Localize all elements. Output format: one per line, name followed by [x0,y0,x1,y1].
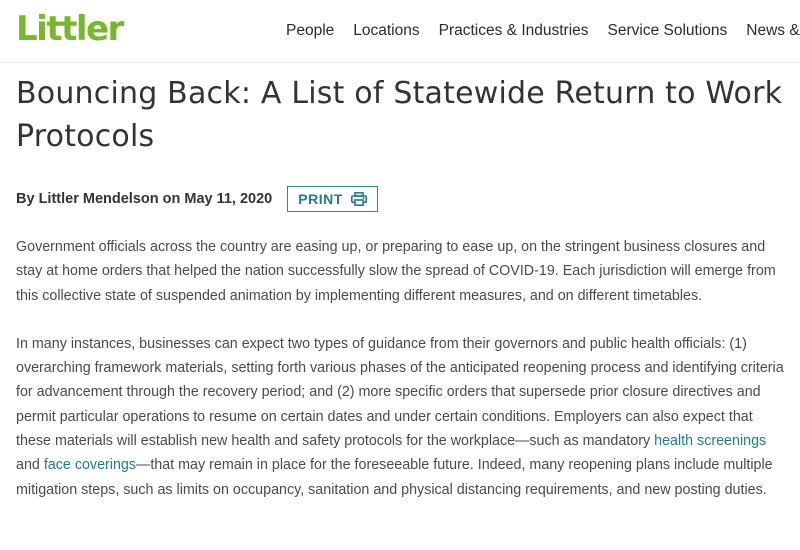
article-paragraph-2 [16,332,786,502]
paragraph-text: —that may remain in place for the foreseeable future. Indeed, many reopening plans include multiple mitigation steps, such as limits on occupancy, sanitation and physical distancing requirements, and new posting duties. [16,457,773,498]
nav-item-service-solutions[interactable]: Service Solutions [607,22,728,39]
print-label: PRINT [298,191,343,207]
nav-item-people[interactable]: People [286,22,335,39]
byline: By Littler Mendelson on May 11, 2020 [16,191,273,207]
nav-item-practices-industries[interactable]: Practices & Industries [438,22,589,39]
print-button[interactable] [287,186,378,212]
article [16,62,786,502]
article-paragraph-1: Government officials across the country are easing up, or preparing to ease up, on the stringent business closures and stay at home orders that helped the nation successfully slow the spread of COVID-19. Each jurisdiction will emerge from this collective state of suspended animation by implementing different measures, and on different timetables. [16,239,776,304]
paragraph-text: and [16,457,44,474]
littler-logo[interactable]: Littler [16,9,123,49]
nav-item-locations[interactable]: Locations [353,22,420,39]
site-header [0,0,800,63]
health-screenings-link[interactable]: health screenings [654,433,767,450]
main-nav [286,0,800,62]
paragraph-text: In many instances, businesses can expect two types of guidance from their governors and public health officials: (1) overarching framework materials, setting forth various phases of the anticipated reopening process and identifying criteria for advancement through the recovery period; and (2) more specific orders that supersede prior closure directives and permit particular operations to resume on certain dates and under certain conditions. Employers can also expect that these materials will establish new health and safety protocols for the workplace—such as mandatory [16,335,784,450]
face-coverings-link[interactable]: face coverings [43,457,137,474]
article-title: Bouncing Back: A List of Statewide Return to Work Protocols [16,76,783,154]
nav-item-news[interactable]: News & [746,22,800,39]
byline-row [16,186,786,212]
printer-icon [351,192,367,206]
